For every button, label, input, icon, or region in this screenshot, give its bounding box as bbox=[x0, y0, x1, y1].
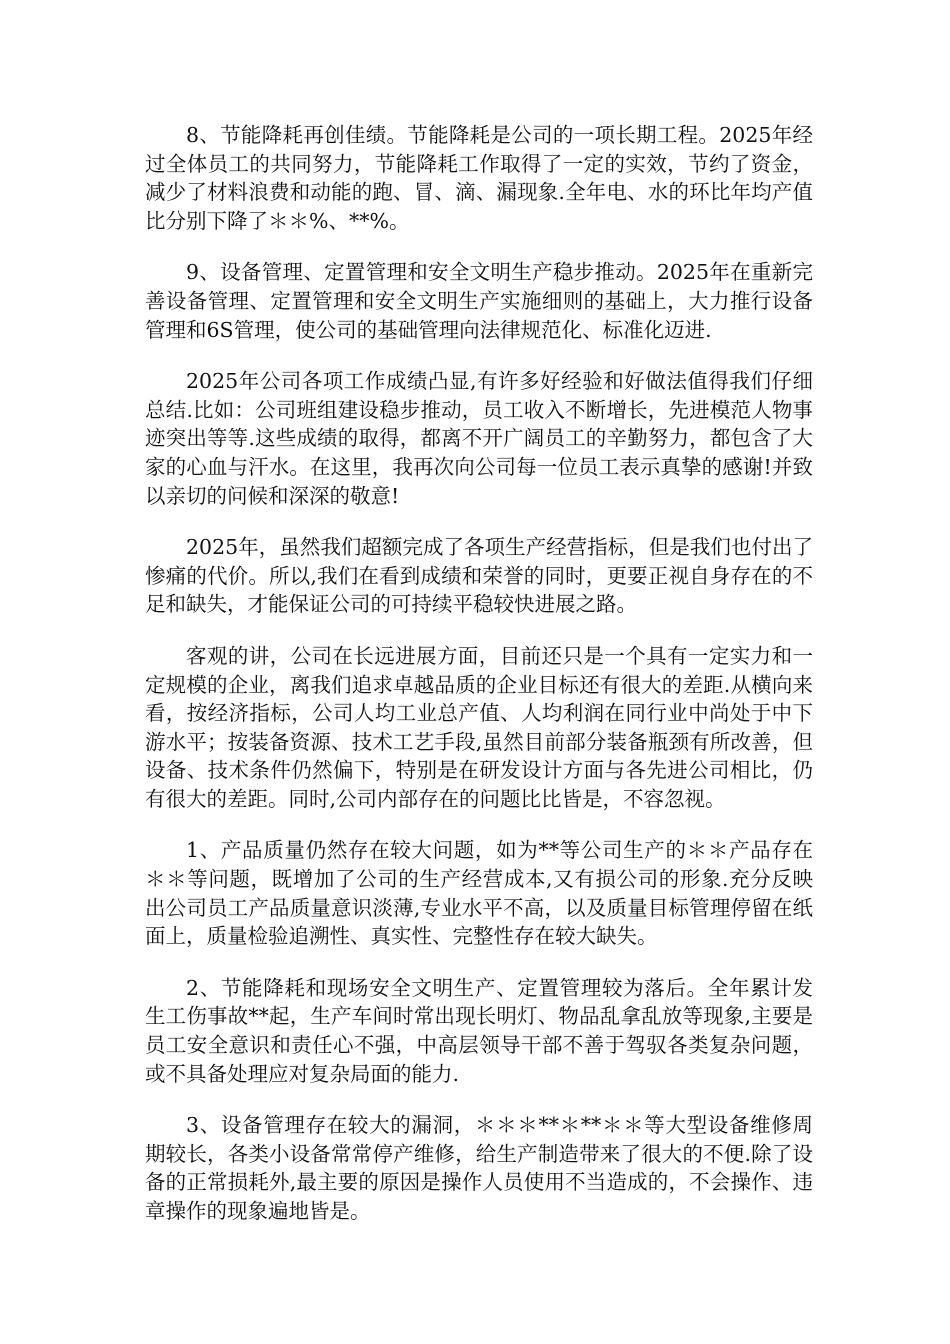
paragraph-energy-saving: 8、节能降耗再创佳绩。节能降耗是公司的一项长期工程。2025年经过全体员工的共同努力，节能降耗工作取得了一定的实效，节约了资金，减少了材料浪费和动能的跑、冒、滴、漏现象.全年电、水的环比年均产值比分别下降了＊＊%、**%。 bbox=[145, 123, 813, 233]
paragraph-problem-equipment: 3、设备管理存在较大的漏洞，＊＊＊**＊**＊＊等大型设备维修周期较长，各类小设备常常停产维修，给生产制造带来了很大的不便.除了设备的正常损耗外,最主要的原因是操作人员使用不当造成的，不会操作、违章操作的现象遍地皆是。 bbox=[145, 1113, 813, 1223]
paragraph-problem-product-quality: 1、产品质量仍然存在较大问题，如为**等公司生产的＊＊产品存在＊＊等问题，既增加了公司的生产经营成本,又有损公司的形象.充分反映出公司员工产品质量意识淡薄,专业水平不高，以及质量目标管理停留在纸面上，质量检验追溯性、真实性、完整性存在较大缺失。 bbox=[145, 838, 813, 949]
paragraph-objective-assessment: 客观的讲，公司在长远进展方面，目前还只是一个具有一定实力和一定规模的企业，离我们追求卓越品质的企业目标还有很大的差距.从横向来看，按经济指标，公司人均工业总产值、人均利润在同行业中尚处于中下游水平；按装备资源、技术工艺手段,虽然目前部分装备瓶颈有所改善，但设备、技术条件仍然偏下，特别是在研发设计方面与各先进公司相比，仍有很大的差距。同时,公司内部存在的问题比比皆是，不容忽视。 bbox=[145, 643, 813, 811]
paragraph-costs-and-shortcomings: 2025年，虽然我们超额完成了各项生产经营指标，但是我们也付出了惨痛的代价。所以,我们在看到成绩和荣誉的同时，更要正视自身存在的不足和缺失，才能保证公司的可持续平稳较快进展之路。 bbox=[145, 535, 813, 617]
document-body bbox=[145, 121, 813, 1249]
paragraph-achievements-summary: 2025年公司各项工作成绩凸显,有许多好经验和好做法值得我们仔细总结.比如：公司班组建设稳步推动，员工收入不断增长，先进模范人物事迹突出等等.这些成绩的取得，都离不开广阔员工的辛勤努力，都包含了大家的心血与汗水。在这里，我再次向公司每一位员工表示真挚的感谢!并致以亲切的问候和深深的敬意! bbox=[145, 369, 813, 508]
paragraph-equipment-management: 9、设备管理、定置管理和安全文明生产稳步推动。2025年在重新完善设备管理、定置管理和安全文明生产实施细则的基础上，大力推行设备管理和6S管理，使公司的基础管理向法律规范化、标准化迈进. bbox=[145, 260, 813, 342]
paragraph-problem-safety: 2、节能降耗和现场安全文明生产、定置管理较为落后。全年累计发生工伤事故**起，生产车间时常出现长明灯、物品乱拿乱放等现象,主要是员工安全意识和责任心不强，中高层领导干部不善于驾驭各类复杂问题，或不具备处理应对复杂局面的能力. bbox=[145, 975, 813, 1086]
